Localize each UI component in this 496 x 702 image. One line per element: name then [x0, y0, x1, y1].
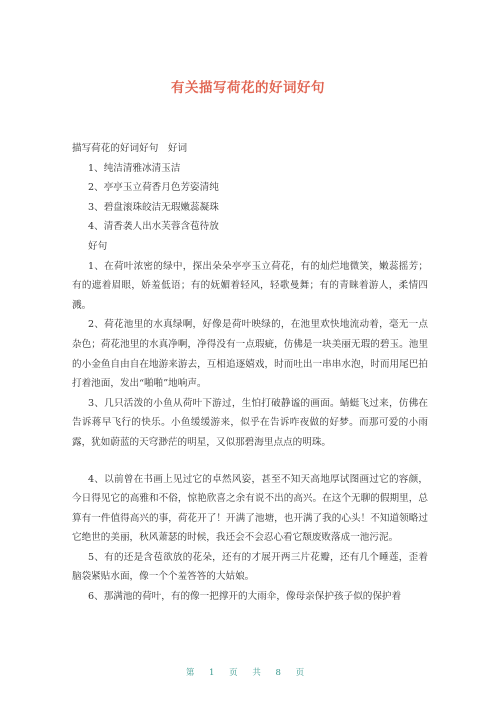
- page-title: 有关描写荷花的好词好句: [171, 80, 325, 96]
- sentence-paragraph: 2、荷花池里的水真绿啊，好像是荷叶映绿的，在池里欢快地流动着，毫无一点杂色；荷花池里的水真净啊，净得没有一点瑕疵，仿佛是一块美丽无瑕的碧玉。池里的小金鱼自由自在地游来游去，互相追逐嬉戏，时而吐出一串串水泡，时而用尾巴拍打着池面，发出“啪啪”地响声。: [72, 319, 428, 390]
- sentence-paragraph: 1、在荷叶浓密的绿中，探出朵朵亭亭玉立荷花，有的灿烂地微笑，嫩蕊摇芳；有的遮着眉眼，娇羞低语；有的妩媚着轻风，轻歌曼舞；有的青睐着游人，柔情四溅。: [72, 260, 428, 311]
- sentence-paragraph: 5、有的还是含苞欲放的花朵，还有的才展开两三片花瓣，还有几个睡莲，歪着脑袋紧贴水面，像一个个羞答答的大姑娘。: [72, 551, 428, 583]
- intro-heading: 描写荷花的好词好句 好词: [72, 143, 188, 154]
- document-body: [72, 139, 428, 607]
- word-item: 4、清香袭人出水芙蓉含苞待放: [88, 221, 219, 233]
- sentence-paragraph: 6、那满池的荷叶，有的像一把撑开的大雨伞，像母亲保护孩子似的保护着: [88, 591, 402, 603]
- sentence-paragraph: 4、以前曾在书画上见过它的卓然风姿，甚至不知天高地厚试图画过它的容颜，今日得见它的高雅和不俗，惊艳欣喜之余有说不出的高兴。在这个无聊的假期里，总算有一件值得高兴的事，荷花开了！开满了池塘，也开满了我的心头！不知道领略过它绝世的美丽，秋风萧瑟的时候，我还会不会忍心看它颓废败落成一池污泥。: [72, 473, 428, 544]
- word-item: 1、纯洁清雅冰清玉洁: [88, 162, 181, 174]
- sentence-paragraph: 3、几只活泼的小鱼从荷叶下游过，生怕打破静谧的画面。蜻蜓飞过来，仿佛在告诉蒋早飞行的快乐。小鱼缓缓游来，似乎在告诉咋夜做的好梦。而那可爱的小雨露，犹如蔚蓝的天穹渺茫的明星，又似那碧海里点点的明珠。: [72, 397, 428, 448]
- sentences-heading: 好句: [88, 240, 108, 252]
- paragraph-gap: [72, 453, 428, 470]
- word-item: 2、亭亭玉立荷香月色芳姿清纯: [88, 182, 219, 194]
- word-item: 3、碧盘滚珠皎洁无瑕嫩蕊凝珠: [88, 201, 219, 213]
- page-footer: 第 1 页 共 8 页: [185, 668, 311, 678]
